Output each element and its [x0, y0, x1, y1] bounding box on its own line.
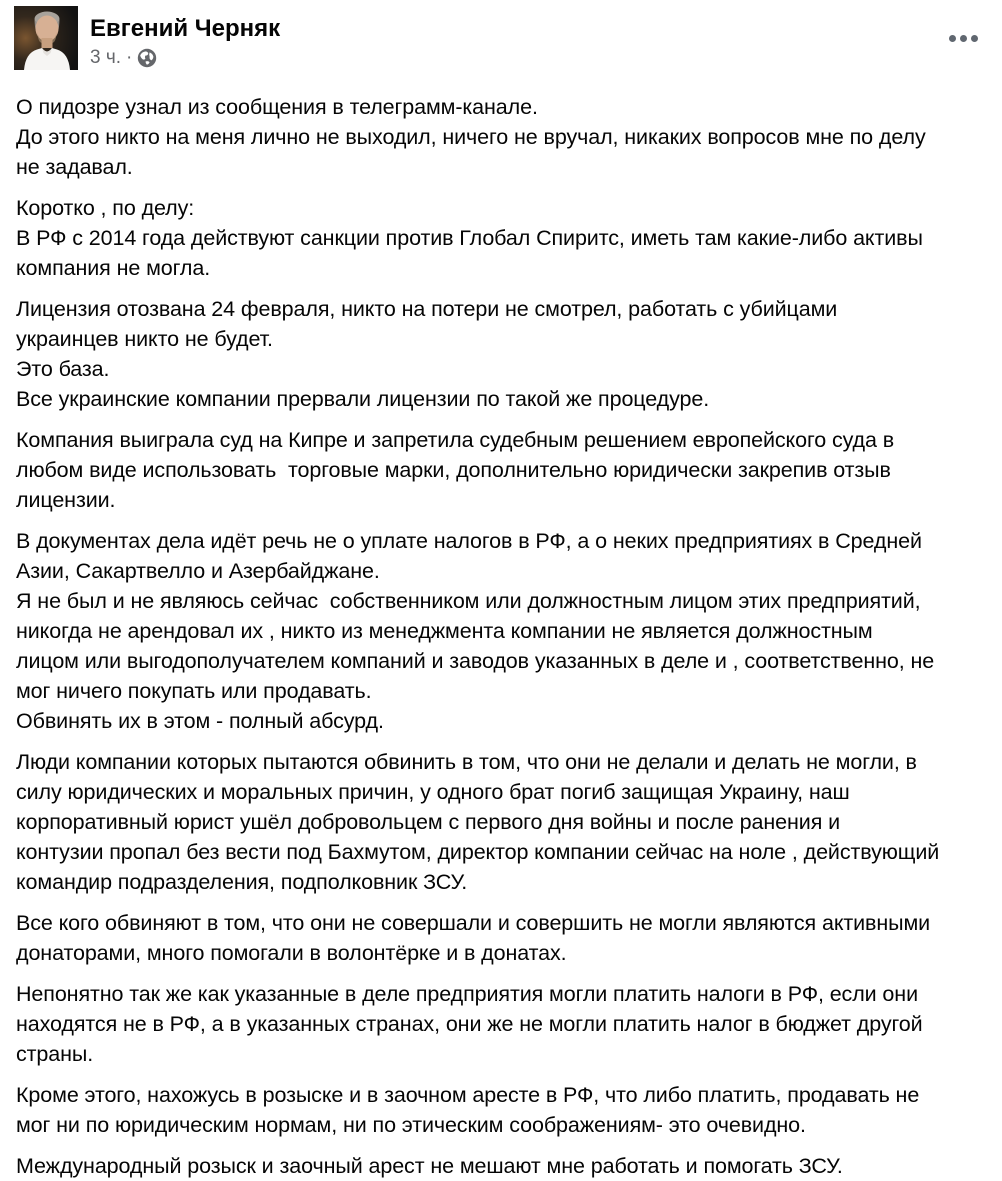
- header-meta: [90, 6, 280, 70]
- text-line: Все кого обвиняют в том, что они не совершали и совершить не могли являются активными: [16, 911, 931, 935]
- post-paragraph: [16, 425, 986, 515]
- post-paragraph: [16, 908, 986, 968]
- text-line: Это база.: [16, 357, 110, 381]
- text-line: мог ни по юридическим нормам, ни по этическим соображениям- это очевидно.: [16, 1113, 806, 1137]
- post-paragraph: [16, 747, 986, 897]
- meta-separator: ·: [126, 47, 133, 68]
- post-paragraph: [16, 92, 986, 182]
- text-line: корпоративный юрист ушёл добровольцем с первого дня войны и после ранения и: [16, 810, 841, 834]
- text-line: находятся не в РФ, а в указанных странах, они же не могли платить налог в бюджет другой: [16, 1012, 923, 1036]
- text-line: Обвинять их в этом - полный абсурд.: [16, 709, 384, 733]
- ellipsis-icon: [949, 35, 978, 42]
- globe-public-icon: [137, 48, 157, 68]
- text-line: лицом или выгодополучателем компаний и заводов указанных в деле и , соответственно, не: [16, 649, 935, 673]
- post-header: [0, 0, 1002, 70]
- text-line: украинцев никто не будет.: [16, 327, 273, 351]
- post-text: [0, 92, 1002, 1181]
- text-line: Международный розыск и заочный арест не мешают мне работать и помогать ЗСУ.: [16, 1154, 843, 1178]
- text-line: не задавал.: [16, 155, 133, 179]
- text-line: Я не был и не являюсь сейчас собственником или должностным лицом этих предприятий,: [16, 589, 921, 613]
- timestamp[interactable]: 3 ч.: [90, 47, 122, 68]
- text-line: страны.: [16, 1042, 94, 1066]
- author-name[interactable]: Евгений Черняк: [90, 15, 281, 42]
- post-meta: [90, 47, 280, 69]
- text-line: никогда не арендовал их , никто из менеджмента компании не является должностным: [16, 619, 873, 643]
- avatar-portrait-image: [14, 6, 78, 70]
- text-line: командир подразделения, подполковник ЗСУ.: [16, 870, 468, 894]
- text-line: силу юридических и моральных причин, у одного брат погиб защищая Украину, наш: [16, 780, 850, 804]
- post-paragraph: [16, 526, 986, 736]
- post-paragraph: [16, 193, 986, 283]
- text-line: Все украинские компании прервали лицензии по такой же процедуре.: [16, 387, 710, 411]
- text-line: Люди компании которых пытаются обвинить в том, что они не делали и делать не могли, в: [16, 750, 917, 774]
- text-line: донаторами, много помогали в волонтёрке и в донатах.: [16, 941, 567, 965]
- post-paragraph: [16, 1080, 986, 1140]
- text-line: До этого никто на меня лично не выходил, ничего не вручал, никаких вопросов мне по делу: [16, 125, 926, 149]
- text-line: О пидозре узнал из сообщения в телеграмм-канале.: [16, 95, 538, 119]
- text-line: компания не могла.: [16, 256, 211, 280]
- post-paragraph: [16, 1151, 986, 1181]
- post-paragraph: [16, 979, 986, 1069]
- text-line: Кроме этого, нахожусь в розыске и в заочном аресте в РФ, что либо платить, продавать не: [16, 1083, 920, 1107]
- text-line: Азии, Сакартвелло и Азербайджане.: [16, 559, 380, 583]
- profile-avatar[interactable]: [14, 6, 78, 70]
- text-line: Лицензия отозвана 24 февраля, никто на потери не смотрел, работать с убийцами: [16, 297, 838, 321]
- text-line: В документах дела идёт речь не о уплате налогов в РФ, а о неких предприятиях в Средней: [16, 529, 922, 553]
- text-line: лицензии.: [16, 488, 116, 512]
- more-options-button[interactable]: [947, 29, 980, 48]
- text-line: мог ничего покупать или продавать.: [16, 679, 372, 703]
- text-line: любом виде использовать торговые марки, дополнительно юридически закрепив отзыв: [16, 458, 891, 482]
- text-line: Коротко , по делу:: [16, 196, 195, 220]
- text-line: контузии пропал без вести под Бахмутом, директор компании сейчас на ноле , действующий: [16, 840, 940, 864]
- post-paragraph: [16, 294, 986, 414]
- text-line: Непонятно так же как указанные в деле предприятия могли платить налоги в РФ, если они: [16, 982, 918, 1006]
- text-line: В РФ с 2014 года действуют санкции против Глобал Спиритс, иметь там какие-либо активы: [16, 226, 923, 250]
- text-line: Компания выиграла суд на Кипре и запретила судебным решением европейского суда в: [16, 428, 895, 452]
